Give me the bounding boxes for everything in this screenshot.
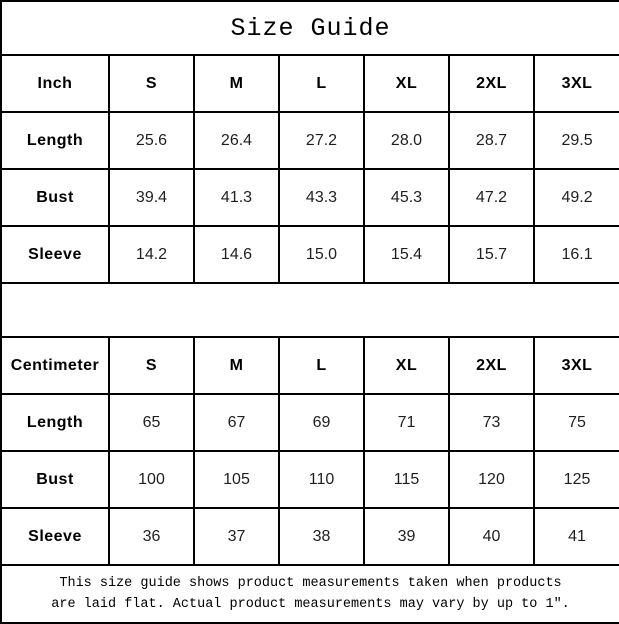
inch-sleeve-label: Sleeve [1, 226, 109, 283]
table-row [1, 226, 619, 283]
inch-size-header-s: S [109, 55, 194, 112]
cm-size-header-2xl: 2XL [449, 337, 534, 394]
inch-sleeve-3xl: 16.1 [534, 226, 619, 283]
spacer-cell [1, 283, 619, 337]
cm-length-label: Length [1, 394, 109, 451]
inch-length-m: 26.4 [194, 112, 279, 169]
inch-sleeve-xl: 15.4 [364, 226, 449, 283]
title-row [1, 1, 619, 55]
cm-header-row [1, 337, 619, 394]
cm-sleeve-label: Sleeve [1, 508, 109, 565]
cm-sleeve-m: 37 [194, 508, 279, 565]
cm-length-s: 65 [109, 394, 194, 451]
inch-bust-m: 41.3 [194, 169, 279, 226]
cm-sleeve-l: 38 [279, 508, 364, 565]
inch-length-3xl: 29.5 [534, 112, 619, 169]
cm-size-header-l: L [279, 337, 364, 394]
inch-bust-xl: 45.3 [364, 169, 449, 226]
cm-bust-xl: 115 [364, 451, 449, 508]
cm-bust-l: 110 [279, 451, 364, 508]
inch-bust-s: 39.4 [109, 169, 194, 226]
table-row [1, 112, 619, 169]
cm-bust-s: 100 [109, 451, 194, 508]
cm-length-m: 67 [194, 394, 279, 451]
cm-sleeve-s: 36 [109, 508, 194, 565]
footnote-line-2: are laid flat. Actual product measurements may vary by up to 1″. [51, 597, 570, 612]
inch-bust-label: Bust [1, 169, 109, 226]
inch-bust-2xl: 47.2 [449, 169, 534, 226]
cm-sleeve-xl: 39 [364, 508, 449, 565]
inch-sleeve-l: 15.0 [279, 226, 364, 283]
inch-size-header-2xl: 2XL [449, 55, 534, 112]
cm-bust-m: 105 [194, 451, 279, 508]
inch-length-2xl: 28.7 [449, 112, 534, 169]
spacer-row [1, 283, 619, 337]
page-title: Size Guide [1, 1, 619, 55]
inch-length-s: 25.6 [109, 112, 194, 169]
table-row [1, 169, 619, 226]
table-row [1, 451, 619, 508]
cm-length-2xl: 73 [449, 394, 534, 451]
cm-size-header-3xl: 3XL [534, 337, 619, 394]
cm-bust-3xl: 125 [534, 451, 619, 508]
cm-unit-header: Centimeter [1, 337, 109, 394]
inch-size-header-l: L [279, 55, 364, 112]
footer-row [1, 565, 619, 623]
cm-bust-label: Bust [1, 451, 109, 508]
footnote-line-1: This size guide shows product measurements taken when products [59, 576, 562, 591]
inch-sleeve-2xl: 15.7 [449, 226, 534, 283]
inch-size-header-xl: XL [364, 55, 449, 112]
cm-length-xl: 71 [364, 394, 449, 451]
table-row [1, 508, 619, 565]
footnote [1, 565, 619, 623]
inch-length-label: Length [1, 112, 109, 169]
table-row [1, 394, 619, 451]
inch-size-header-m: M [194, 55, 279, 112]
cm-length-l: 69 [279, 394, 364, 451]
inch-sleeve-s: 14.2 [109, 226, 194, 283]
cm-sleeve-3xl: 41 [534, 508, 619, 565]
inch-unit-header: Inch [1, 55, 109, 112]
cm-length-3xl: 75 [534, 394, 619, 451]
cm-size-header-xl: XL [364, 337, 449, 394]
cm-size-header-s: S [109, 337, 194, 394]
cm-bust-2xl: 120 [449, 451, 534, 508]
inch-sleeve-m: 14.6 [194, 226, 279, 283]
inch-length-l: 27.2 [279, 112, 364, 169]
inch-bust-l: 43.3 [279, 169, 364, 226]
inch-header-row [1, 55, 619, 112]
cm-sleeve-2xl: 40 [449, 508, 534, 565]
inch-bust-3xl: 49.2 [534, 169, 619, 226]
cm-size-header-m: M [194, 337, 279, 394]
inch-length-xl: 28.0 [364, 112, 449, 169]
inch-size-header-3xl: 3XL [534, 55, 619, 112]
